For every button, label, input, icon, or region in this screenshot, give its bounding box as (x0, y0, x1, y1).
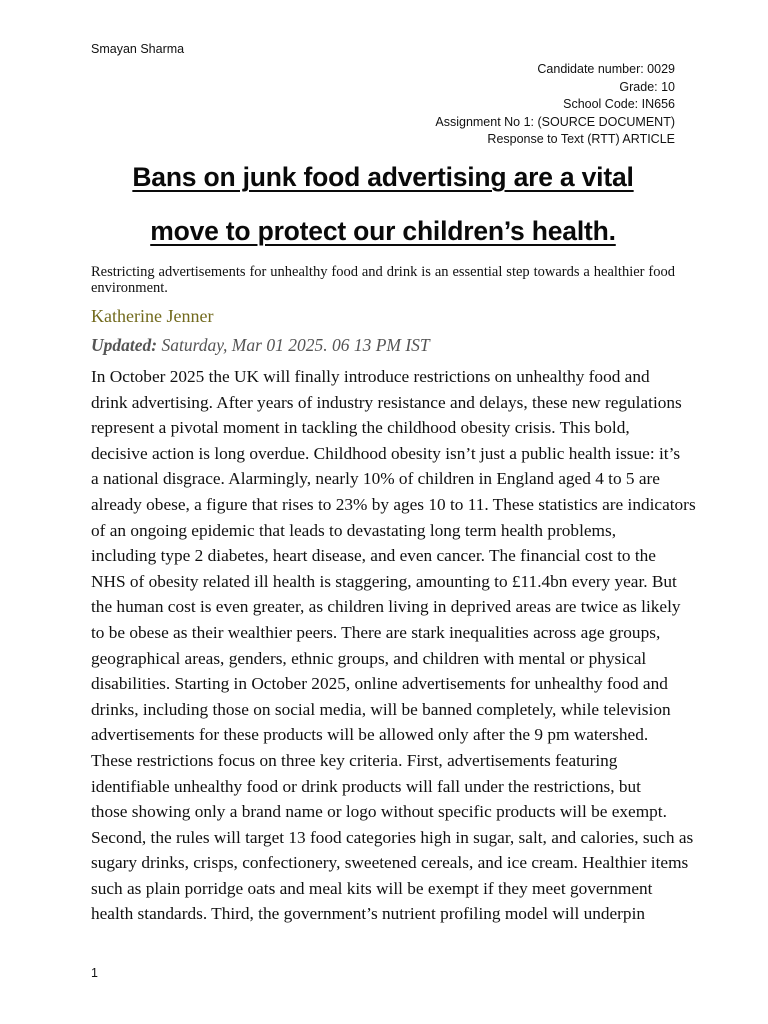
article-byline: Katherine Jenner (91, 306, 214, 326)
article-standfirst: Restricting advertisements for unhealthy food and drink is an essential step towards a healthier food environment. (91, 264, 675, 296)
headline-line-1: Bans on junk food advertising are a vital (132, 162, 634, 192)
body-line: These restrictions focus on three key criteria. First, advertisements featuring (91, 750, 618, 770)
school-code: School Code: IN656 (563, 97, 675, 111)
body-line: already obese, a figure that rises to 23% by ages 10 to 11. These statistics are indicators (91, 494, 696, 514)
body-line: those showing only a brand name or logo without specific products will be exempt. (91, 802, 667, 822)
body-line: drinks, including those on social media, will be banned completely, while television (91, 699, 671, 719)
article-headline (91, 150, 675, 258)
article-body (91, 364, 696, 927)
body-line: In October 2025 the UK will finally introduce restrictions on unhealthy food and (91, 367, 650, 386)
body-line: the human cost is even greater, as children living in deprived areas are twice as likely (91, 597, 681, 617)
updated-label: Updated: (91, 335, 158, 355)
body-line: sugary drinks, crisps, confectionery, sweetened cereals, and ice cream. Healthier items (91, 853, 689, 873)
body-line: disabilities. Starting in October 2025, online advertisements for unhealthy food and (91, 674, 668, 694)
article-updated-date (91, 335, 430, 356)
updated-value: Saturday, Mar 01 2025. 06 13 PM IST (157, 335, 430, 355)
body-line: such as plain porridge oats and meal kits will be exempt if they meet government (91, 878, 653, 898)
body-line: advertisements for these products will be allowed only after the 9 pm watershed. (91, 725, 649, 745)
page-number: 1 (91, 966, 98, 980)
grade: Grade: 10 (619, 79, 675, 94)
body-line: of an ongoing epidemic that leads to devastating long term health problems, (91, 520, 617, 540)
response-type: Response to Text (RTT) ARTICLE (487, 132, 675, 146)
body-line: Second, the rules will target 13 food categories high in sugar, salt, and calories, such as (91, 827, 694, 847)
body-line: represent a pivotal moment in tackling the childhood obesity crisis. This bold, (91, 418, 630, 438)
body-line: a national disgrace. Alarmingly, nearly 10% of children in England aged 4 to 5 are (91, 469, 660, 489)
body-line: drink advertising. After years of industry resistance and delays, these new regulations (91, 392, 682, 412)
assignment-number: Assignment No 1: (SOURCE DOCUMENT) (435, 114, 675, 129)
body-line: identifiable unhealthy food or drink products will fall under the restrictions, but (91, 776, 641, 796)
candidate-info (435, 61, 675, 149)
body-line: including type 2 diabetes, heart disease, and even cancer. The financial cost to the (91, 546, 656, 566)
body-line: NHS of obesity related ill health is staggering, amounting to £11.4bn every year. But (91, 571, 677, 591)
body-line: decisive action is long overdue. Childhood obesity isn’t just a public health issue: it’s (91, 443, 681, 463)
headline-line-2: move to protect our children’s health. (150, 216, 616, 246)
body-line: health standards. Third, the government’s nutrient profiling model will underpin (91, 904, 646, 924)
body-line: geographical areas, genders, ethnic groups, and children with mental or physical (91, 648, 647, 668)
candidate-number: Candidate number: 0029 (537, 62, 675, 76)
author-name: Smayan Sharma (91, 42, 185, 56)
body-line: to be obese as their wealthier peers. There are stark inequalities across age groups, (91, 622, 661, 642)
